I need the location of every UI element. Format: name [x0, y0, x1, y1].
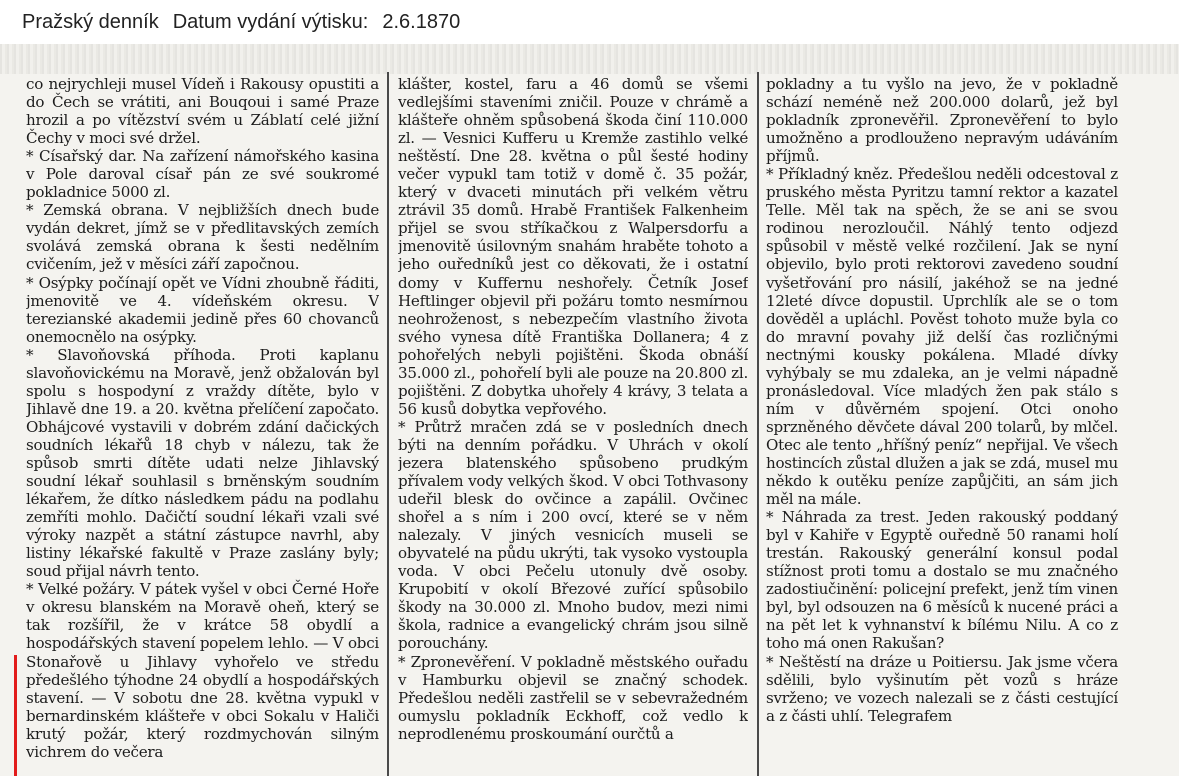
- paragraph: * Velké požáry. V pátek vyšel v obci Černé Hoře v okresu blanském na Moravě oheň, který se tak rozšířil, že v krátce 58 obydlí a hospodářských stavení popelem lehlo. — V obci Stonařově u Jihlavy vyhořelo ve středu předešlého týhodne 24 obydlí a hospodářských stavení. — V sobotu dne 28. května vypukl v bernardinském klášteře v obci Sokalu v Haliči krutý požár, který rozdmychován silným vichrem do večera: [26, 580, 379, 761]
- issue-date-label: Datum vydání výtisku:: [172, 10, 369, 33]
- paragraph: klášter, kostel, faru a 46 domů se všemi vedlejšími staveními zničil. Pouze v chrámě a klášteře ohněm spůsobená škoda činí 110.000 zl. — Vesnici Kufferu u Kremže zastihlo velké neštěstí. Dne 28. května o půl šesté hodiny večer vypukl tam totiž v domě č. 35 požár, který v dvaceti minutách při velkém větru ztrávil 35 domů. Hrabě František Falkenheim přijel se svou stříkačkou z Walpersdorfu a jmenovitě úsilovným snahám hraběte tohoto a jeho ouředníků jest co děkovati, že i ostatní domy v Kuffernu neshořely. Četník Josef Heftlinger objevil při požáru tomto nesmírnou neohroženost, s nebezpečím vlastního života svého vynesa dítě Františka Dollanera; 4 z pohořelých nebyli pojištěni. Škoda obnáší 35.000 zl., pohořelí byli ale pouze na 20.800 zl. pojištěni. Z dobytka uhořely 4 krávy, 3 telata a 56 kusů dobytka vepřového.: [398, 75, 748, 418]
- paragraph: * Císařský dar. Na zařízení námořského kasina v Pole daroval císař pán ze své soukromé pokladnice 5000 zl.: [26, 147, 379, 202]
- article-column-1: [26, 75, 379, 775]
- paragraph: pokladny a tu vyšlo na jevo, že v pokladně schází neméně než 200.000 dolarů, jež byl pokladník zpronevěřil. Zpronevěření to bylo umožněno a prodlouženo nepravým udáváním příjmů.: [766, 75, 1118, 166]
- paragraph: co nejrychleji musel Vídeň i Rakousy opustiti a do Čech se vrátiti, ani Bouqoui i samé Praze hrozil a po vítězství svém u Záblatí celé jižní Čechy v moci své držel.: [26, 75, 379, 148]
- paragraph: * Neštěstí na dráze u Poitiersu. Jak jsme včera sdělili, bylo vyšinutím pět vozů s hráze svrženo; ve vozech nalezali se z části cestující a z části uhlí. Telegrafem: [766, 652, 1118, 725]
- paragraph: * Zemská obrana. V nejbližších dnech bude vydán dekret, jímž se v předlitavských zemích svolává zemská obrana k šesti nedělním cvičením, jež v měsíci září započnou.: [26, 201, 379, 274]
- page-header: [0, 0, 1179, 44]
- column-divider: [387, 72, 389, 776]
- article-column-2: [398, 75, 748, 775]
- column-divider: [757, 72, 759, 776]
- article-column-3: [766, 75, 1118, 775]
- newspaper-scan: [0, 44, 1179, 776]
- newspaper-title: Pražský denník: [22, 10, 159, 33]
- issue-date-value: 2.6.1870: [382, 10, 461, 33]
- paragraph: * Osýpky počínají opět ve Vídni zhoubně řáditi, jmenovitě ve 4. vídeňském okresu. V terezianské akademii jedině přes 60 chovanců onemocnělo na osýpky.: [26, 273, 379, 346]
- paragraph: * Náhrada za trest. Jeden rakouský poddaný byl v Kahiře v Egyptě ouředně 50 ranami holí trestán. Rakouský generální konsul podal stížnost proti tomu a dostalo se mu značného zadostiučinění: policejní prefekt, jenž tím vinen byl, byl odsouzen na 6 měsíců k nucené práci a na pět let k vyhnanství k bílému Nilu. A co z toho má onen Rakušan?: [766, 508, 1118, 653]
- paragraph: * Slavoňovská příhoda. Proti kaplanu slavoňovickému na Moravě, jenž obžalován byl spolu s hospodyní z vraždy dítěte, bylo v Jihlavě dne 19. a 20. května přelíčení započato. Obhájcové vystavili v dobrém zdání dačických soudních lékařů 18 chyb v nálezu, tak že spůsob smrti dítěte udati nelze Jihlavský soudní lékař souhlasil s brněnským soudním lékařem, že dítko následkem pádu na podlahu zemříti mohlo. Dačičtí soudní lékaři vzali své výroky nazpět a státní zástupce navrhl, aby listiny lékařské fakultě v Praze zaslány byly; soud přijal návrh tento.: [26, 345, 379, 581]
- highlight-marker: [14, 655, 17, 776]
- paragraph: * Zpronevěření. V pokladně městského ouřadu v Hamburku objevil se značný schodek. Předešlou neděli zastřelil se v sebevražedném oumyslu pokladník Eckhoff, což vedlo k neprodlenému proskoumání ourčtů a: [398, 652, 748, 743]
- paragraph: * Průtrž mračen zdá se v posledních dnech býti na denním pořádku. V Uhrách v okolí jezera blatenského spůsobeno prudkým přívalem vody velkých škod. V obci Tothvasony udeřil blesk do ovčince a zapálil. Ovčinec shořel a s ním i 200 ovcí, které se v něm nalezaly. V jiných vesnicích museli se obyvatelé na půdu ukrýti, tak vysoko vystoupla voda. V obci Pečelu utonuly dvě osoby. Krupobití v okolí Březové zuřící spůsobilo škody na 30.000 zl. Mnoho budov, mezi nimi škola, radnice a evangelický chrám jsou silně porouchány.: [398, 417, 748, 653]
- paragraph: * Příkladný kněz. Předešlou neděli odcestoval z pruského města Pyritzu tamní rektor a kazatel Telle. Měl tak na spěch, že se ani se svou rodinou nerozloučil. Náhlý tento odjezd spůsobil v městě velké rozčilení. Jak se nyní objevilo, bylo proti rektorovi zavedeno soudní vyšetřování pro násilí, jakéhož se na jedné 12leté dívce dopustil. Uprchlík ale se o tom dověděl a upláchl. Pověst tohoto muže byla co do mravní povahy již delší čas rozličnými nectnými kousky pokálena. Mladé dívky vyhýbaly se mu zdaleka, an je velmi nápadně pronásledoval. Více mladých žen pak stálo s ním v důvěrném spojení. Otci onoho sprzněného děvčete dával 200 tolarů, by mlčel. Otec ale tento „hříšný peníz“ nepřijal. Ve všech hostincích zůstal dlužen a jak se zdá, musel mu někdo k outěku peníze zapůjčiti, an sám jich měl na mále.: [766, 165, 1118, 509]
